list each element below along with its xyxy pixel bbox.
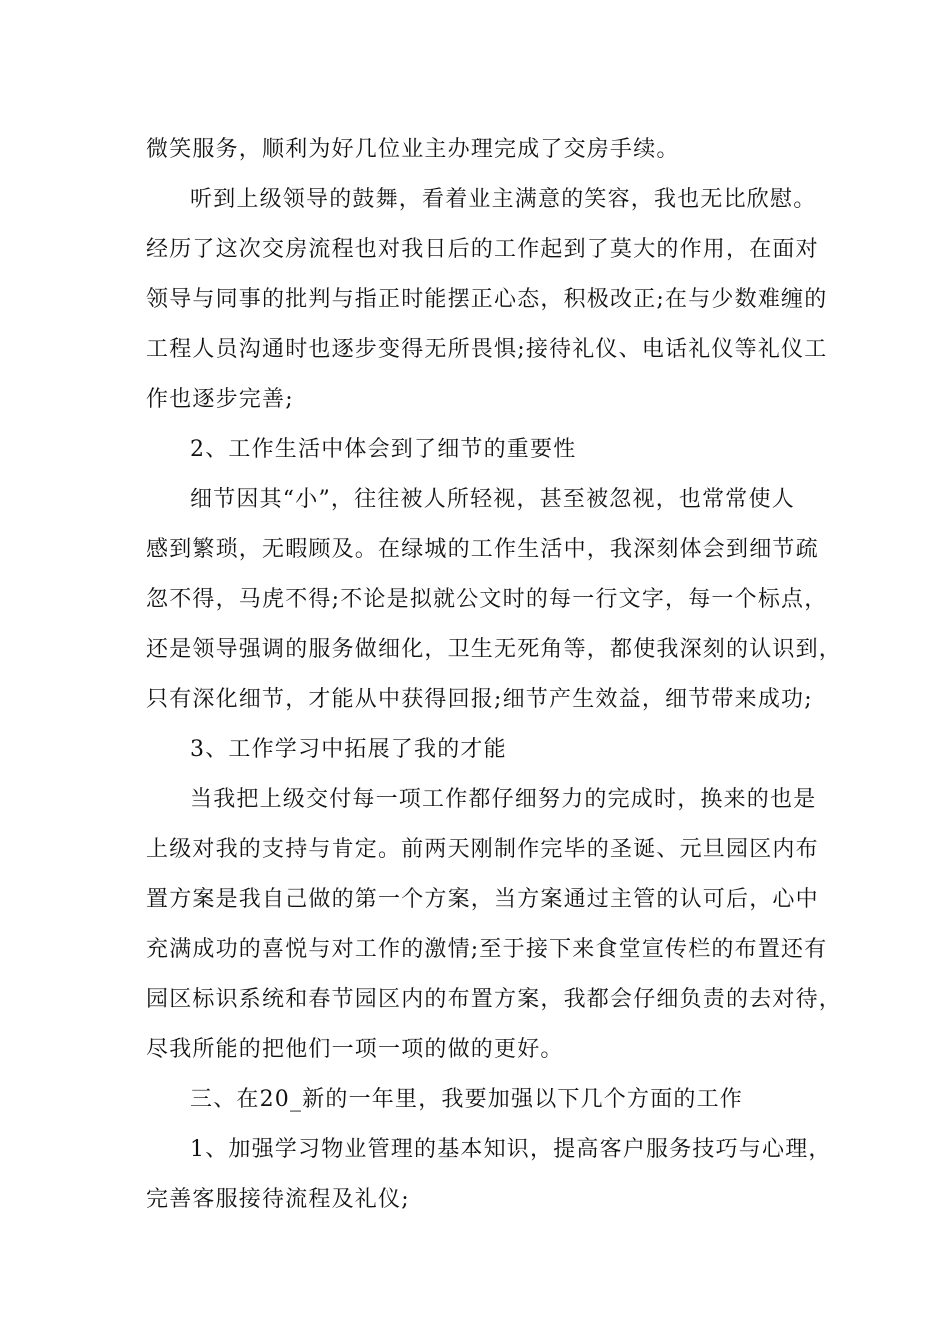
text-line: 园区标识系统和春节园区内的布置方案，我都会仔细负责的去对待， bbox=[146, 987, 843, 1012]
section-heading: 2、工作生活中体会到了细节的重要性 bbox=[190, 437, 577, 462]
text-line: 只有深化细节，才能从中获得回报;细节产生效益，细节带来成功; bbox=[146, 687, 813, 712]
section-heading: 3、工作学习中拓展了我的才能 bbox=[190, 737, 507, 762]
text-line: 听到上级领导的鼓舞，看着业主满意的笑容，我也无比欣慰。 bbox=[190, 187, 817, 212]
text-line: 微笑服务，顺利为好几位业主办理完成了交房手续。 bbox=[146, 137, 680, 162]
text-line: 细节因其“小”，往往被人所轻视，甚至被忽视，也常常使人 bbox=[190, 487, 795, 512]
text-line: 经历了这次交房流程也对我日后的工作起到了莫大的作用，在面对 bbox=[146, 237, 819, 262]
text-line: 充满成功的喜悦与对工作的激情;至于接下来食堂宣传栏的布置还有 bbox=[146, 937, 828, 962]
text-line: 上级对我的支持与肯定。前两天刚制作完毕的圣诞、元旦园区内布 bbox=[146, 837, 819, 862]
text-line: 领导与同事的批判与指正时能摆正心态，积极改正;在与少数难缠的 bbox=[146, 287, 828, 312]
text-line: 置方案是我自己做的第一个方案，当方案通过主管的认可后，心中 bbox=[146, 887, 819, 912]
text-line: 感到繁琐，无暇顾及。在绿城的工作生活中，我深刻体会到细节疏 bbox=[146, 537, 819, 562]
text-line: 还是领导强调的服务做细化，卫生无死角等，都使我深刻的认识到， bbox=[146, 637, 843, 662]
text-line: 完善客服接待流程及礼仪; bbox=[146, 1187, 410, 1212]
text-line: 忽不得，马虎不得;不论是拟就公文时的每一行文字，每一个标点， bbox=[146, 587, 828, 612]
text-line: 工程人员沟通时也逐步变得无所畏惧;接待礼仪、电话礼仪等礼仪工 bbox=[146, 337, 828, 362]
text-line: 作也逐步完善; bbox=[146, 387, 294, 412]
section-heading: 三、在20_新的一年里，我要加强以下几个方面的工作 bbox=[190, 1087, 743, 1112]
text-line: 当我把上级交付每一项工作都仔细努力的完成时，换来的也是 bbox=[190, 787, 817, 812]
text-line: 尽我所能的把他们一项一项的做的更好。 bbox=[146, 1037, 564, 1062]
text-line: 1、加强学习物业管理的基本知识，提高客户服务技巧与心理， bbox=[190, 1137, 832, 1162]
